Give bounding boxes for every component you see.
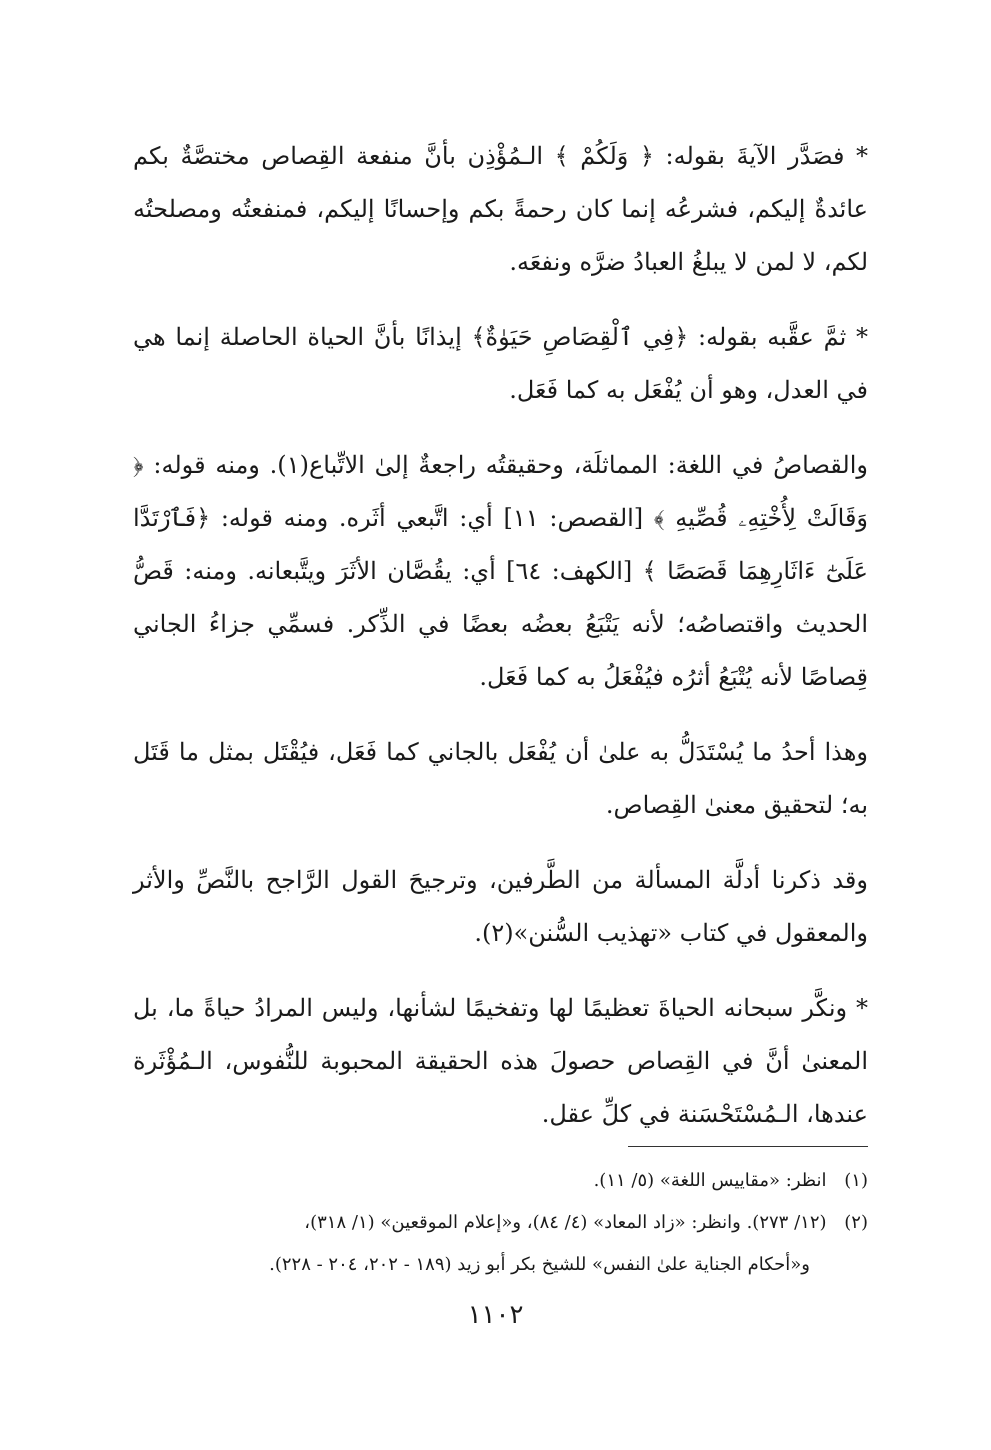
paragraph-2: * ثمَّ عقَّبه بقوله: ﴿فِي ٱلْقِصَاصِ حَيَوٰةٌ﴾ إيذانًا بأنَّ الحياة الحاصلة إنما هي في العدل، وهو أن يُفْعَل به كما فَعَل.: [133, 323, 868, 404]
paragraph-5: وقد ذكرنا أدلَّة المسألة من الطَّرفين، وترجيحَ القول الرَّاجح بالنَّصِّ والأثر والمعقول في كتاب «تهذيب السُّنن»(٢).: [133, 866, 868, 947]
paragraph-4: وهذا أحدُ ما يُسْتَدَلُّ به علىٰ أن يُفْعَل بالجاني كما فَعَل، فيُقْتَل بمثل ما قَتَل به؛ لتحقيق معنىٰ القِصاص.: [133, 738, 868, 819]
footnotes: [133, 1160, 868, 1286]
paragraph-1: * فصَدَّر الآيةَ بقوله: ﴿ وَلَكُمْ ﴾ الـمُؤْذِن بأنَّ منفعة القِصاص مختصَّةٌ بكم عائدةٌ إليكم، فشرعُه إنما كان رحمةً بكم وإحسانًا إليكم، فمنفعتُه ومصلحتُه لكم، لا لمن لا يبلغُ العبادُ ضرَّه ونفعَه.: [133, 142, 868, 276]
footnote-separator: [628, 1146, 868, 1147]
paragraph-6: * ونكَّر سبحانه الحياةَ تعظيمًا لها وتفخيمًا لشأنها، وليس المرادُ حياةً ما، بل المعنىٰ أنَّ في القِصاص حصولَ هذه الحقيقة المحبوبة للنُّفوس، الـمُؤْثَرة عندها، الـمُسْتَحْسَنة في كلِّ عقل.: [133, 994, 868, 1128]
page-number: ١١٠٢: [467, 1300, 524, 1330]
footnote-number: (١): [844, 1170, 868, 1191]
footnote-number: (٢): [844, 1212, 868, 1233]
paragraph-3: والقصاصُ في اللغة: المماثلَة، وحقيقتُه راجعةٌ إلىٰ الاتِّباع(١). ومنه قوله: ﴿ وَقَالَتْ لِأُخْتِهِۦ قُصِّيهِ ﴾ [القصص: ١١] أي: اتَّبعي أثَره. ومنه قوله: ﴿فَٱرْتَدَّا عَلَىٰٓ ءَاثَارِهِمَا قَصَصًا ﴾ [الكهف: ٦٤] أي: يقُصَّان الأثَرَ ويتَّبعانه. ومنه: قَصُّ الحديث واقتصاصُه؛ لأنه يَتْبَعُ بعضُه بعضًا في الذِّكر. فسمِّي جزاءُ الجاني قِصاصًا لأنه يُتْبَعُ أثرُه فيُفْعَلُ به كما فَعَل.: [133, 451, 869, 691]
footnote-text: انظر: «مقاييس اللغة» (٥/ ١١).: [593, 1170, 827, 1191]
footnote-text: (١٢/ ٢٧٣). وانظر: «زاد المعاد» (٤/ ٨٤)، و«إعلام الموقعين» (١/ ٣١٨)،: [304, 1212, 827, 1233]
main-text: [133, 130, 868, 1163]
footnote-2-continuation: و«أحكام الجناية علىٰ النفس» للشيخ بكر أبو زيد (١٨٩ - ٢٠٢، ٢٠٤ - ٢٢٨).: [269, 1254, 810, 1275]
footnote-2: [133, 1202, 868, 1244]
footnote-1: [133, 1160, 868, 1202]
